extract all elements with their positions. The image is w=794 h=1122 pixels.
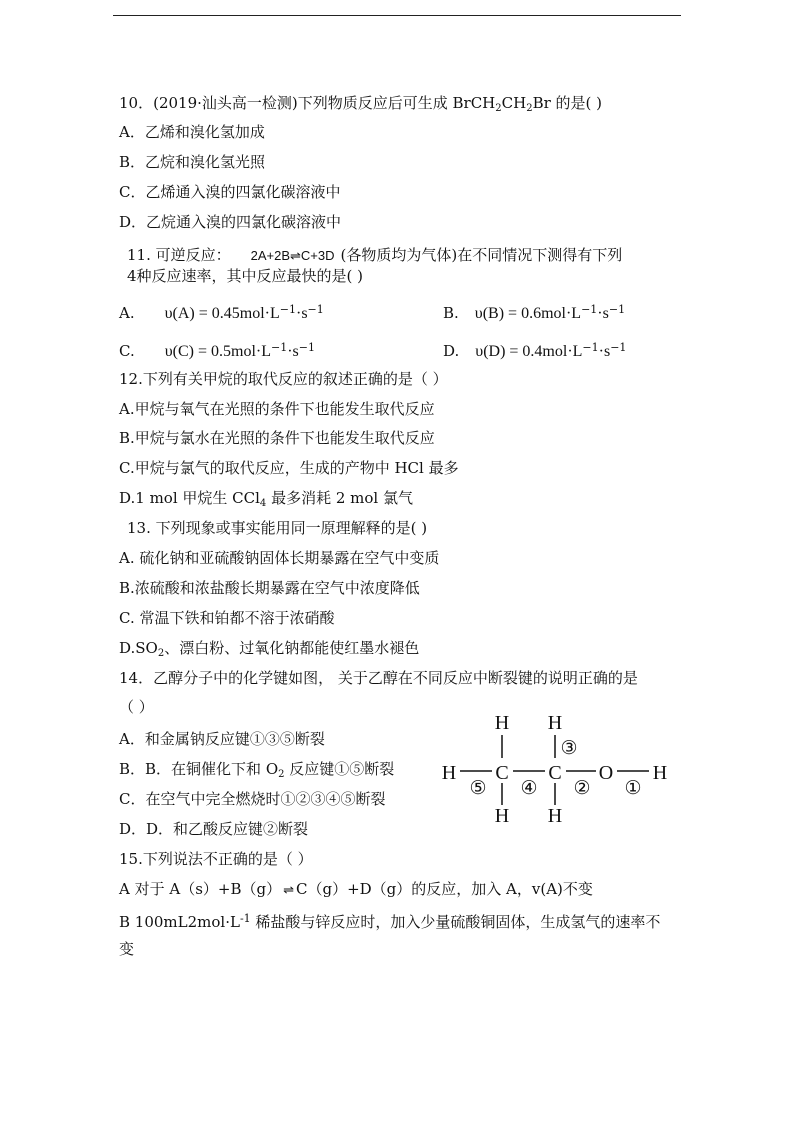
q15-stem: 15.下列说法不正确的是（ ） <box>119 850 313 868</box>
atom-h-right: H <box>652 762 668 784</box>
q10-option-d: D．乙烷通入溴的四氯化碳溶液中 <box>119 213 342 231</box>
reversible-arrow-icon: ⇌ <box>283 882 294 897</box>
atom-h-top-left: H <box>494 712 510 734</box>
q10-option-a: A．乙烯和溴化氢加成 <box>119 123 265 141</box>
atom-o: O <box>598 762 614 784</box>
q12-option-a: A.甲烷与氧气在光照的条件下也能发生取代反应 <box>119 400 435 418</box>
q15-option-a: A 对于 A（s）+B（g） ⇌ C（g）+D（g）的反应，加入 A，v(A)不变 <box>119 880 593 898</box>
q15-option-b: B $100mL2mol\cdot L^{-1}$ 稀盐酸与锌反应时，加入少量硫酸铜固体，生成氢气的速率不 <box>119 912 661 931</box>
q11-option-d: D. $\upsilon(D) = 0.4mol\cdot L^{-1}\cdot s^{-1}$ <box>443 341 627 360</box>
ethanol-bond-diagram <box>430 705 680 835</box>
q11-option-c: C. $\upsilon(C) = 0.5mol\cdot L^{-1}\cdot s^{-1}$ <box>119 341 315 360</box>
bond-label-5: ⑤ <box>469 778 487 799</box>
q12-option-c: C.甲烷与氯气的取代反应，生成的产物中 HCl 最多 <box>119 459 459 477</box>
q13-option-b: B.浓硫酸和浓盐酸长期暴露在空气中浓度降低 <box>119 579 420 597</box>
q11-option-b: B. $\upsilon(B) = 0.6mol\cdot L^{-1}\cdot s^{-1}$ <box>443 303 626 322</box>
atom-c1: C <box>495 762 509 784</box>
q14-option-a: A．和金属钠反应键①③⑤断裂 <box>119 730 325 748</box>
q14-answer-paren: （ ） <box>119 698 154 716</box>
q14-stem: 14．乙醇分子中的化学键如图， 关于乙醇在不同反应中断裂键的说明正确的是 <box>119 669 638 687</box>
q14-option-d: D．D．和乙酸反应键②断裂 <box>119 820 309 838</box>
q11-reaction: 2A+2B⇌C+3D <box>250 248 335 263</box>
atom-c2: C <box>548 762 562 784</box>
q11-stem-line2: 4种反应速率，其中反应最快的是( ) <box>127 267 364 285</box>
header-rule <box>113 15 681 16</box>
q15-option-b-continued: 变 <box>119 940 135 958</box>
atom-h-bottom-left: H <box>494 805 510 827</box>
q13-option-d: $D.SO_2$、漂白粉、过氧化钠都能使红墨水褪色 <box>119 639 420 659</box>
bond-label-3: ③ <box>560 738 578 759</box>
q13-stem: 13. 下列现象或事实能用同一原理解释的是( ) <box>127 519 428 537</box>
bond-label-2: ② <box>573 778 591 799</box>
q11-option-a: A. $\upsilon(A) = 0.45mol\cdot L^{-1}\cdot s^{-1}$ <box>119 303 324 322</box>
q14-option-c: C．在空气中完全燃烧时①②③④⑤断裂 <box>119 790 386 808</box>
bond-label-1: ① <box>624 778 642 799</box>
q13-option-a: A. 硫化钠和亚硫酸钠固体长期暴露在空气中变质 <box>119 549 440 567</box>
q10-option-b: B．乙烷和溴化氢光照 <box>119 153 266 171</box>
atom-h-left: H <box>441 762 457 784</box>
q10-option-c: C．乙烯通入溴的四氯化碳溶液中 <box>119 183 341 201</box>
bond-label-4: ④ <box>520 778 538 799</box>
q13-option-c: C. 常温下铁和铂都不溶于浓硝酸 <box>119 609 335 627</box>
q11-stem: 11. 可逆反应： 2A+2B⇌C+3D (各物质均为气体)在不同情况下测得有下列 <box>127 246 623 264</box>
atom-h-top-right: H <box>547 712 563 734</box>
q14-option-b: B．B．在铜催化下和 $O_2$ 反应键①⑤断裂 <box>119 760 395 780</box>
q12-stem: 12.下列有关甲烷的取代反应的叙述正确的是（ ） <box>119 370 448 388</box>
q10-stem: 10．(2019·汕头高一检测)下列物质反应后可生成 $BrCH_2CH_2Br$ 的是( ) <box>119 94 603 114</box>
q12-option-b: B.甲烷与氯水在光照的条件下也能发生取代反应 <box>119 429 435 447</box>
q12-option-d: D.1 mol 甲烷生 CCl$_4$ 最多消耗 2 mol 氯气 <box>119 489 413 509</box>
atom-h-bottom-right: H <box>547 805 563 827</box>
